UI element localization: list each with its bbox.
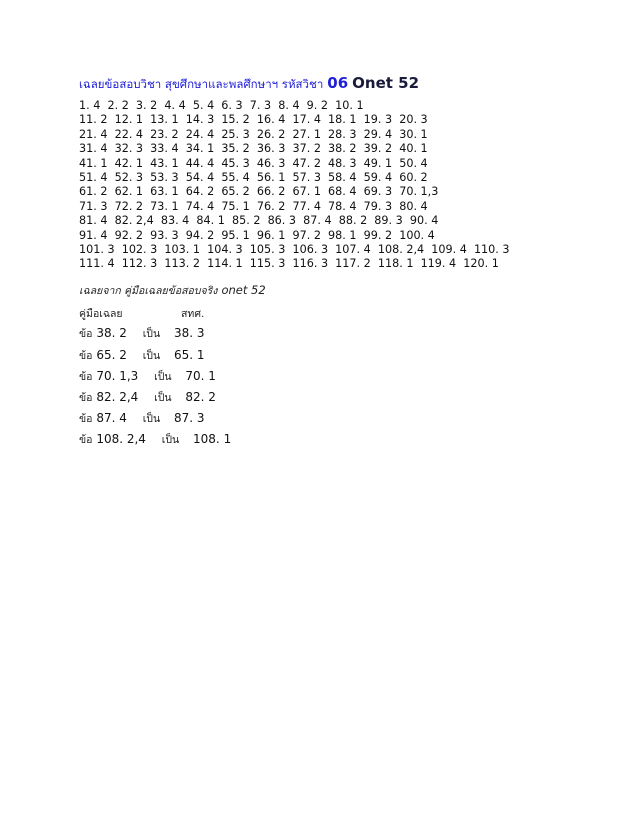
item-prefix: ข้อ [79, 328, 93, 340]
title-code: 06 [327, 74, 349, 92]
item-prefix: ข้อ [79, 434, 93, 446]
item-prefix: ข้อ [79, 392, 93, 404]
correction-row [79, 347, 205, 363]
answer-line: 1. 4 2. 2 3. 2 4. 4 5. 4 6. 3 7. 3 8. 4 9. 2 10. 1 [79, 99, 364, 112]
official-answer: 70. 1 [185, 369, 216, 383]
answer-line: 101. 3 102. 3 103. 1 104. 3 105. 3 106. 3 107. 4 108. 2,4 109. 4 110. 3 [79, 242, 510, 256]
is-label: เป็น [142, 328, 161, 340]
title-thai: เฉลยข้อสอบวิชา สุขศึกษาและพลศึกษาฯ รหัสวิชา [79, 77, 324, 91]
source-exam: onet 52 [221, 283, 266, 297]
correction-row [79, 368, 216, 384]
guide-answer: 38. 2 [96, 326, 127, 340]
item-prefix: ข้อ [79, 350, 93, 362]
is-label: เป็น [154, 371, 172, 383]
answer-line: 31. 4 32. 3 33. 4 34. 1 35. 2 36. 3 37. 2 38. 2 39. 2 40. 1 [79, 142, 428, 156]
answer-line: 11. 2 12. 1 13. 1 14. 3 15. 2 16. 4 17. 4 18. 1 19. 3 20. 3 [79, 113, 428, 127]
title-exam: Onet 52 [352, 74, 420, 92]
source-note [79, 281, 266, 299]
item-prefix: ข้อ [79, 413, 93, 425]
column-header-guide: คู่มือเฉลย [79, 308, 123, 320]
answer-line: 51. 4 52. 3 53. 3 54. 4 55. 4 56. 1 57. 3 58. 4 59. 4 60. 2 [79, 170, 428, 184]
official-answer: 38. 3 [173, 326, 205, 340]
official-answer: 108. 1 [193, 432, 232, 446]
correction-row [79, 410, 205, 426]
answer-line: 21. 4 22. 4 23. 2 24. 4 25. 3 26. 2 27. 1 28. 3 29. 4 30. 1 [79, 127, 428, 141]
document-title [79, 74, 419, 94]
correction-row [79, 431, 231, 447]
guide-answer: 65. 2 [96, 348, 127, 362]
answer-line: 81. 4 82. 2,4 83. 4 84. 1 85. 2 86. 3 87. 4 88. 2 89. 3 90. 4 [79, 214, 439, 228]
guide-answer: 108. 2,4 [96, 432, 146, 446]
answer-key [79, 99, 510, 272]
is-label: เป็น [142, 350, 161, 362]
guide-answer: 82. 2,4 [96, 390, 139, 404]
guide-answer: 70. 1,3 [96, 369, 139, 383]
comparison-header [79, 305, 205, 322]
item-prefix: ข้อ [79, 371, 93, 383]
official-answer: 65. 1 [173, 348, 205, 362]
is-label: เป็น [142, 413, 161, 425]
column-header-official: สทศ. [181, 308, 205, 320]
is-label: เป็น [154, 392, 172, 404]
source-thai: เฉลยจาก คู่มือเฉลยข้อสอบจริง [79, 285, 218, 297]
answer-line: 91. 4 92. 2 93. 3 94. 2 95. 1 96. 1 97. 2 98. 1 99. 2 100. 4 [79, 228, 435, 242]
guide-answer: 87. 4 [96, 411, 127, 425]
correction-row [79, 389, 216, 405]
answer-line: 111. 4 112. 3 113. 2 114. 1 115. 3 116. 3 117. 2 118. 1 119. 4 120. 1 [79, 257, 499, 271]
answer-line: 41. 1 42. 1 43. 1 44. 4 45. 3 46. 3 47. 2 48. 3 49. 1 50. 4 [79, 156, 428, 170]
answer-line: 61. 2 62. 1 63. 1 64. 2 65. 2 66. 2 67. 1 68. 4 69. 3 70. 1,3 [79, 185, 439, 199]
official-answer: 87. 3 [173, 411, 205, 425]
answer-line: 71. 3 72. 2 73. 1 74. 4 75. 1 76. 2 77. 4 78. 4 79. 3 80. 4 [79, 199, 428, 213]
correction-row [79, 325, 205, 341]
is-label: เป็น [161, 434, 180, 446]
official-answer: 82. 2 [185, 390, 216, 404]
